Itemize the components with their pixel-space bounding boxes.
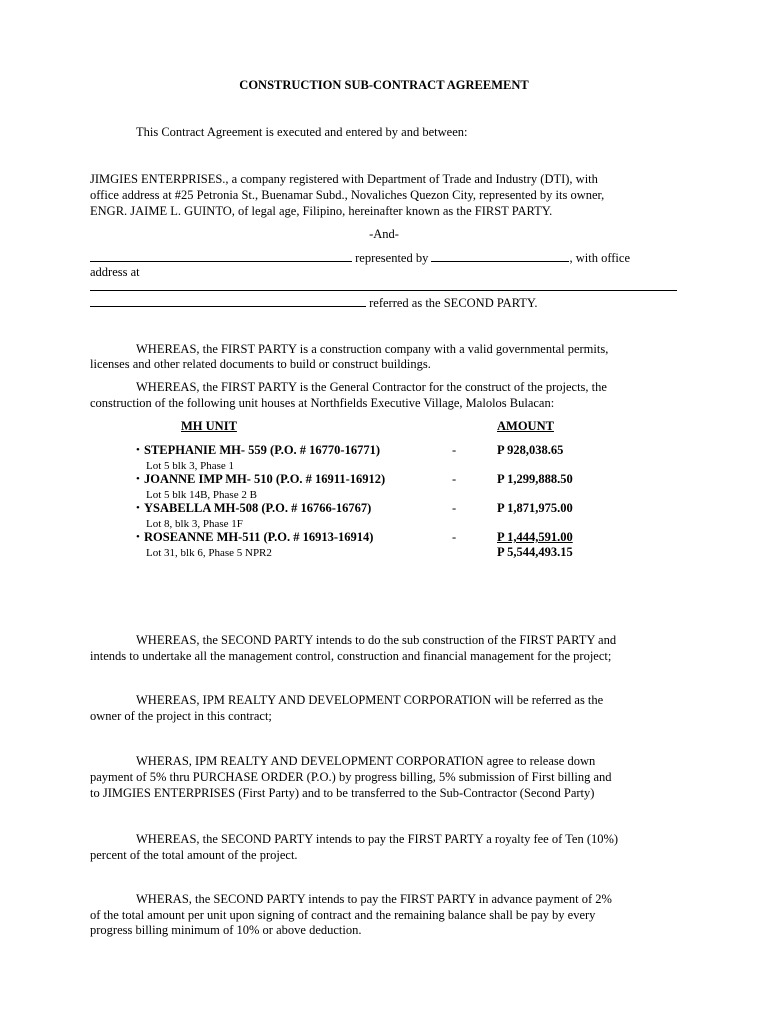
whereas-7-line-3: progress billing minimum of 10% or above deduction. bbox=[90, 923, 362, 937]
whereas-2-line-1: WHEREAS, the FIRST PARTY is the General Contractor for the construct of the projects, the bbox=[136, 380, 607, 394]
row-4-bullet: • bbox=[136, 531, 140, 543]
address-at-label: address at bbox=[90, 265, 140, 279]
row-4-unit: ROSEANNE MH-511 (P.O. # 16913-16914) bbox=[144, 530, 374, 544]
address-blank-2 bbox=[90, 295, 366, 307]
row-3-amount: P 1,871,975.00 bbox=[497, 501, 573, 515]
intro-text: This Contract Agreement is executed and entered by and between: bbox=[136, 125, 468, 139]
row-2-bullet: • bbox=[136, 473, 140, 485]
row-2-amount: P 1,299,888.50 bbox=[497, 472, 573, 486]
whereas-7-line-1: WHERAS, the SECOND PARTY intends to pay the FIRST PARTY in advance payment of 2% bbox=[136, 892, 612, 906]
represented-by-label: represented by bbox=[355, 251, 429, 265]
row-3-lot: Lot 8, blk 3, Phase 1F bbox=[146, 518, 243, 530]
first-party-line-1: JIMGIES ENTERPRISES., a company registered with Department of Trade and Industry (DTI), with bbox=[90, 172, 598, 186]
total-amount: P 5,544,493.15 bbox=[497, 545, 573, 559]
whereas-3-line-2: intends to undertake all the management control, construction and financial management for the project; bbox=[90, 649, 612, 663]
row-1-dash: - bbox=[452, 443, 457, 457]
row-1-bullet: • bbox=[136, 444, 140, 456]
whereas-6-line-1: WHEREAS, the SECOND PARTY intends to pay the FIRST PARTY a royalty fee of Ten (10%) bbox=[136, 832, 619, 846]
first-party-line-3: ENGR. JAIME L. GUINTO, of legal age, Filipino, hereinafter known as the FIRST PARTY. bbox=[90, 204, 553, 218]
referred-as-label: referred as the SECOND PARTY. bbox=[369, 296, 538, 310]
column-header-amount: AMOUNT bbox=[497, 419, 554, 433]
row-2-dash: - bbox=[452, 472, 457, 486]
second-party-line-1 bbox=[90, 250, 630, 267]
row-1-lot: Lot 5 blk 3, Phase 1 bbox=[146, 460, 234, 472]
row-1-amount: P 928,038.65 bbox=[497, 443, 564, 457]
row-2-lot: Lot 5 blk 14B, Phase 2 B bbox=[146, 489, 257, 501]
whereas-7-line-2: of the total amount per unit upon signing of contract and the remaining balance shall be pay by every bbox=[90, 908, 596, 922]
column-header-unit: MH UNIT bbox=[181, 419, 237, 433]
whereas-1-line-2: licenses and other related documents to build or construct buildings. bbox=[90, 357, 431, 371]
whereas-1-line-1: WHEREAS, the FIRST PARTY is a construction company with a valid governmental permits, bbox=[136, 342, 609, 356]
row-2-unit: JOANNE IMP MH- 510 (P.O. # 16911-16912) bbox=[144, 472, 386, 486]
whereas-3-line-1: WHEREAS, the SECOND PARTY intends to do the sub construction of the FIRST PARTY and bbox=[136, 633, 617, 647]
second-party-line-3 bbox=[90, 295, 537, 312]
first-party-line-2: office address at #25 Petronia St., Buenamar Subd., Novaliches Quezon City, represented by its owner, bbox=[90, 188, 605, 202]
row-4-dash: - bbox=[452, 530, 457, 544]
row-3-dash: - bbox=[452, 501, 457, 515]
whereas-5-line-1: WHERAS, IPM REALTY AND DEVELOPMENT CORPORATION agree to release down bbox=[136, 754, 596, 768]
and-label: -And- bbox=[369, 227, 399, 241]
row-1-unit: STEPHANIE MH- 559 (P.O. # 16770-16771) bbox=[144, 443, 380, 457]
whereas-4-line-1: WHEREAS, IPM REALTY AND DEVELOPMENT CORPORATION will be referred as the bbox=[136, 693, 604, 707]
address-blank-line bbox=[90, 279, 677, 296]
row-4-amount: P 1,444,591.00 bbox=[497, 530, 573, 544]
whereas-5-line-2: payment of 5% thru PURCHASE ORDER (P.O.) by progress billing, 5% submission of First billing and bbox=[90, 770, 612, 784]
whereas-5-line-3: to JIMGIES ENTERPRISES (First Party) and to be transferred to the Sub-Contractor (Second Party) bbox=[90, 786, 595, 800]
with-office-label: , with office bbox=[569, 251, 631, 265]
row-3-bullet: • bbox=[136, 502, 140, 514]
whereas-6-line-2: percent of the total amount of the project. bbox=[90, 848, 298, 862]
whereas-2-line-2: construction of the following unit houses at Northfields Executive Village, Malolos Bulacan: bbox=[90, 396, 555, 410]
second-party-name-blank bbox=[90, 250, 352, 262]
whereas-4-line-2: owner of the project in this contract; bbox=[90, 709, 272, 723]
row-3-unit: YSABELLA MH-508 (P.O. # 16766-16767) bbox=[144, 501, 372, 515]
row-4-lot: Lot 31, blk 6, Phase 5 NPR2 bbox=[146, 547, 272, 559]
address-blank bbox=[90, 279, 677, 291]
document-title: CONSTRUCTION SUB-CONTRACT AGREEMENT bbox=[239, 78, 529, 92]
representative-blank bbox=[431, 250, 569, 262]
